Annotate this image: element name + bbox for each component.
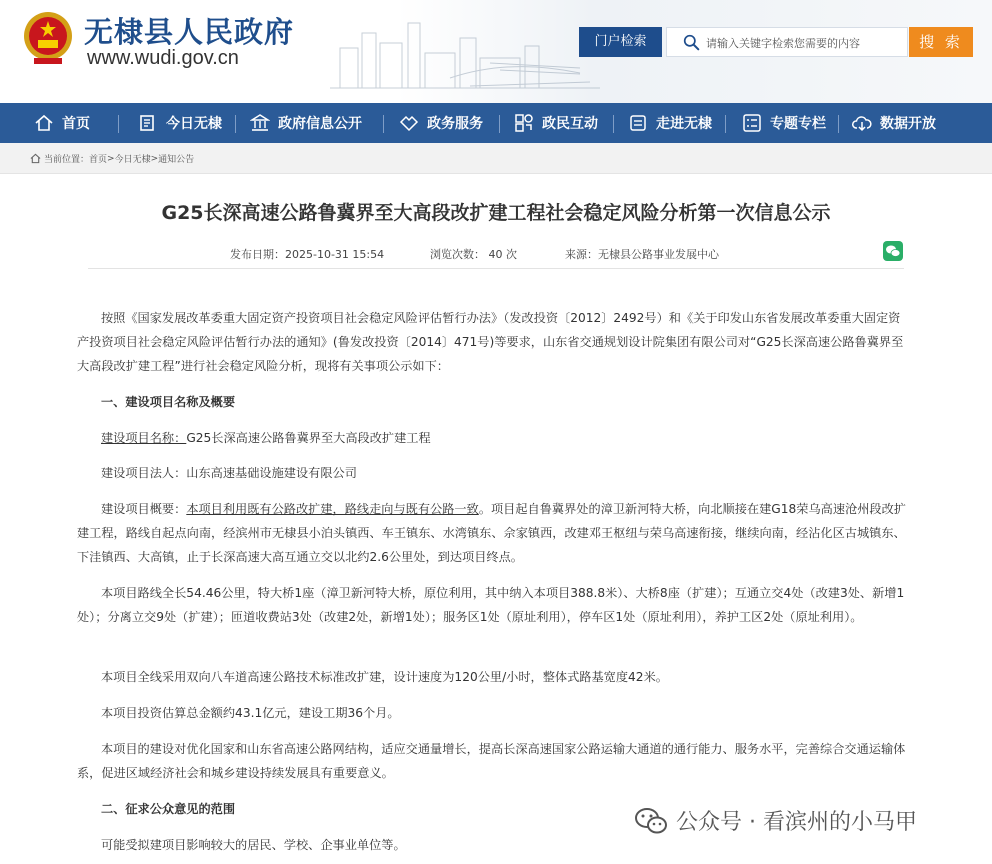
site-domain: www.wudi.gov.cn [87, 47, 239, 69]
portal-search-button[interactable]: 门户检索 [579, 27, 662, 57]
nav-item-gov-services[interactable] [399, 103, 483, 143]
paragraph-investment: 本项目投资估算总金额约43.1亿元，建设工期36个月。 [101, 706, 400, 720]
city-skyline-banner [330, 8, 600, 98]
nav-divider [118, 115, 119, 133]
project-name-value: G25长深高速公路鲁冀界至大高段改扩建工程 [186, 431, 431, 445]
handshake-icon [399, 113, 419, 133]
nav-item-enter-wudi[interactable] [628, 103, 712, 143]
paragraph-scope: 可能受拟建项目影响较大的居民、学校、企事业单位等。 [101, 838, 406, 852]
nav-divider [838, 115, 839, 133]
nav-divider [235, 115, 236, 133]
search-box [666, 27, 908, 57]
nav-item-label: 政民互动 [542, 116, 598, 132]
search-icon [683, 34, 700, 51]
wechat-watermark [634, 805, 917, 836]
main-nav [0, 103, 992, 143]
search-input[interactable] [706, 32, 901, 54]
section-heading-2: 二、征求公众意见的范围 [101, 802, 236, 816]
breadcrumb [30, 152, 194, 165]
meta-divider [88, 268, 904, 269]
paragraph-technical-standard: 本项目全线采用双向八车道高速公路技术标准改扩建，设计速度为120公里/小时，整体式路基宽度42米。 [101, 670, 668, 684]
nav-item-open-data[interactable] [852, 103, 936, 143]
paragraph-project-owner: 建设项目法人：山东高速基础设施建设有限公司 [101, 466, 357, 480]
list-icon [742, 113, 762, 133]
nav-item-label: 走进无棣 [656, 116, 712, 132]
breadcrumb-link-today-wudi[interactable]: 今日无棣 [114, 155, 151, 165]
paragraph-significance: 本项目的建设对优化国家和山东省高速公路网结构，适应交通量增长，提高长深高速国家公路运输大通道的通行能力、服务水平，完善综合交通运输体系，促进区域经济社会和城乡建设持续发展具有重要意义。 [77, 742, 906, 780]
nav-item-label: 政务服务 [427, 116, 483, 132]
news-icon [138, 113, 158, 133]
breadcrumb-separator: > [150, 153, 159, 164]
article-meta [0, 237, 992, 269]
nav-divider [499, 115, 500, 133]
article-title: G25长深高速公路鲁冀界至大高段改扩建工程社会稳定风险分析第一次信息公示 [161, 202, 831, 224]
section-heading-1: 一、建设项目名称及概要 [101, 395, 236, 409]
nav-divider [383, 115, 384, 133]
cloud-download-icon [852, 113, 872, 133]
wechat-share-icon[interactable] [883, 241, 903, 261]
nav-item-gov-info-public[interactable] [250, 103, 362, 143]
nav-item-home[interactable] [34, 103, 90, 143]
paragraph-project-summary [77, 497, 909, 569]
site-header [0, 0, 992, 103]
breadcrumb-bar [0, 143, 992, 174]
government-building-icon [250, 113, 270, 133]
nav-item-label: 专题专栏 [770, 116, 826, 132]
breadcrumb-link-home[interactable]: 首页 [89, 155, 108, 165]
breadcrumb-link-notices[interactable]: 通知公告 [158, 155, 195, 165]
breadcrumb-separator: > [107, 153, 115, 164]
nav-item-label: 首页 [62, 116, 90, 132]
nav-item-label: 政府信息公开 [278, 116, 362, 132]
search-button[interactable]: 搜 索 [909, 27, 973, 57]
location-home-icon [30, 153, 41, 164]
article-source: 来源：无棣县公路事业发展中心 [565, 248, 719, 261]
breadcrumb-prefix: 当前位置： [44, 155, 90, 165]
paragraph-intro: 按照《国家发展改革委重大固定资产投资项目社会稳定风险评估暂行办法》（发改投资〔2012〕2492号）和《关于印发山东省发展改革委重大固定资产投资项目社会稳定风险评估暂行办法的通知》(鲁发改投资〔2014〕471号)等要求，山东省交通规划设计院集团有限公司对“G25长深高速公路鲁冀界至大高段改扩建工程”进行社会稳定风险分析，现将有关事项公示如下： [77, 311, 904, 373]
site-title: 无棣县人民政府 [84, 15, 295, 49]
summary-rest: 。项目起自鲁冀界处的漳卫新河特大桥，向北顺接在建G18荣乌高速沧州段改扩建工程，路线自起点向南，经滨州市无棣县小泊头镇西、车王镇东、水湾镇东、佘家镇西，改建邓王枢纽与荣乌高速衔接，继续向南，经沾化区古城镇东、下洼镇西、大高镇，止于长深高速大高互通立交以北约2.6公里处，到达项目终点。 [77, 502, 906, 564]
paragraph-route-length: 本项目路线全长54.46公里，特大桥1座（漳卫新河特大桥，原位利用，其中纳入本项目388.8米）、大桥8座（扩建）；互通立交4处（改建3处、新增1处）；分离立交9处（扩建）；匝道收费站3处（改建2处，新增1处）；服务区1处（原址利用），停车区1处（原址利用），养护工区2处（原址利用）。 [77, 586, 905, 624]
nav-item-label: 数据开放 [880, 116, 936, 132]
nav-item-label: 今日无棣 [166, 116, 222, 132]
national-emblem-logo [20, 8, 76, 68]
publish-date: 发布日期：2025-10-31 15:54 [230, 248, 385, 261]
home-icon [34, 113, 54, 133]
watermark-text: 公众号 · 看滨州的小马甲 [676, 810, 917, 835]
nav-item-interaction[interactable] [514, 103, 598, 143]
summary-underlined: 本项目利用既有公路改扩建，路线走向与既有公路一致 [186, 502, 479, 516]
interaction-icon [514, 113, 534, 133]
wechat-logo-icon [634, 806, 668, 836]
nav-divider [725, 115, 726, 133]
summary-label: 建设项目概要： [101, 502, 187, 516]
project-name-label: 建设项目名称： [101, 431, 187, 445]
nav-item-special-topics[interactable] [742, 103, 826, 143]
book-icon [628, 113, 648, 133]
nav-item-today-wudi[interactable] [138, 103, 222, 143]
view-count: 浏览次数： 40 次 [430, 248, 517, 261]
paragraph-project-name [77, 426, 909, 450]
nav-divider [613, 115, 614, 133]
